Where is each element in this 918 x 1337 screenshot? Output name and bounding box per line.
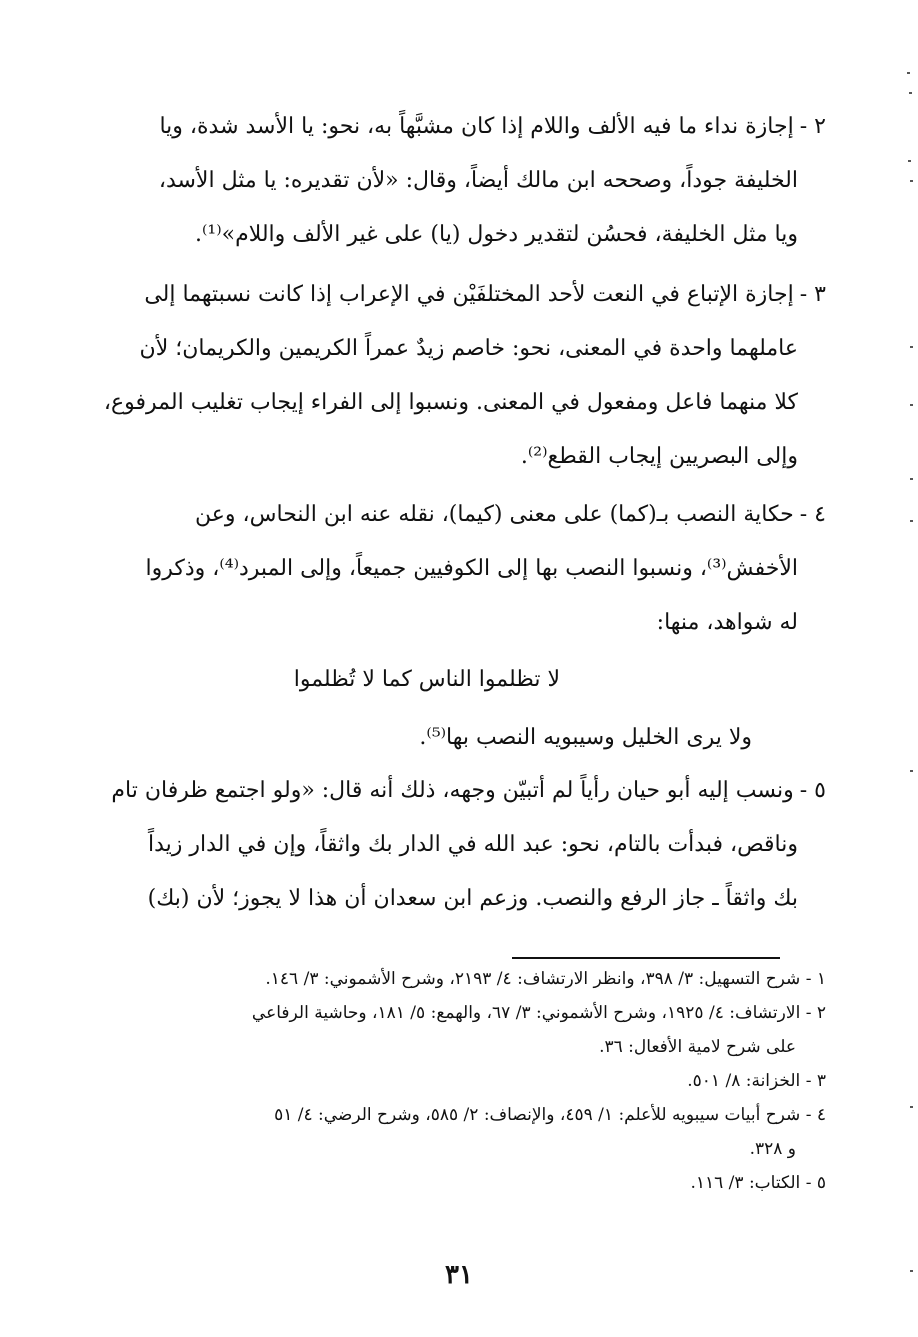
verse-line-2: ولا يرى الخليل وسيبويه النصب بها⁽⁵⁾. bbox=[419, 725, 752, 750]
footnote-text: شرح أبيات سيبويه للأعلم: ١/ ٤٥٩، والإنصاف: ٢/ ٥٨٥، وشرح الرضي: ٤/ ٥١ bbox=[274, 1105, 801, 1125]
item-2-line-2: الخليفة جوداً، وصححه ابن مالك أيضاً، وقال: «لأن تقديره: يا مثل الأسد، bbox=[158, 168, 798, 193]
item-5-line-2: وناقص، فبدأت بالتام، نحو: عبد الله في الدار بك واثقاً، وإن في الدار زيداً bbox=[147, 832, 798, 857]
list-item-4 bbox=[76, 488, 826, 650]
footnote-2 bbox=[76, 996, 826, 1064]
scan-speck bbox=[909, 92, 912, 94]
scan-speck bbox=[910, 478, 913, 480]
scan-speck bbox=[910, 520, 913, 522]
scan-speck bbox=[907, 72, 910, 74]
footnote-continuation: و ٣٢٨. bbox=[749, 1139, 796, 1159]
footnote-text: الكتاب: ٣/ ١١٦. bbox=[690, 1173, 801, 1193]
verse-line-1: لا تظلموا الناس كما لا تُظلموا bbox=[293, 667, 560, 692]
item-5-line-1 bbox=[76, 764, 826, 818]
item-text: ونسب إليه أبو حيان رأياً لم أتبيّن وجهه، ذلك أنه قال: «ولو اجتمع ظرفان تام bbox=[111, 778, 794, 803]
footnote-divider bbox=[512, 957, 780, 959]
footnote-number: ٤ - bbox=[805, 1105, 826, 1125]
scan-speck bbox=[910, 770, 913, 772]
footnote-number: ٥ - bbox=[805, 1173, 826, 1193]
footnote-text: الارتشاف: ٤/ ١٩٢٥، وشرح الأشموني: ٣/ ٦٧، والهمع: ٥/ ١٨١، وحاشية الرفاعي bbox=[251, 1003, 801, 1023]
item-3-line-4: وإلى البصريين إيجاب القطع⁽²⁾. bbox=[520, 444, 798, 469]
scan-speck bbox=[910, 1106, 913, 1108]
item-2-line-3: ويا مثل الخليفة، فحسُن لتقدير دخول (يا) على غير الألف واللام»⁽¹⁾. bbox=[195, 222, 798, 247]
item-4-line-3: له شواهد، منها: bbox=[656, 610, 798, 635]
footnote-continuation: على شرح لامية الأفعال: ٣٦. bbox=[599, 1037, 796, 1057]
footnote-text: شرح التسهيل: ٣/ ٣٩٨، وانظر الارتشاف: ٤/ ٢١٩٣، وشرح الأشموني: ٣/ ١٤٦. bbox=[265, 969, 801, 989]
footnote-text: الخزانة: ٨/ ٥٠١. bbox=[687, 1071, 801, 1091]
footnote-number: ٢ - bbox=[805, 1003, 826, 1023]
list-item-3 bbox=[76, 268, 826, 484]
scan-speck bbox=[910, 1270, 913, 1272]
item-4-line-1 bbox=[76, 488, 826, 542]
item-number: ٢ - bbox=[799, 114, 826, 139]
item-5-line-3: بك واثقاً ـ جاز الرفع والنصب. وزعم ابن سعدان أن هذا لا يجوز؛ لأن (بك) bbox=[147, 886, 798, 911]
scan-speck bbox=[910, 180, 913, 182]
page-number: ٣١ bbox=[445, 1260, 473, 1290]
item-number: ٥ - bbox=[799, 778, 826, 803]
item-number: ٣ - bbox=[799, 282, 826, 307]
item-2-line-1 bbox=[76, 100, 826, 154]
list-item-2 bbox=[76, 100, 826, 262]
item-text: إجازة الإتباع في النعت لأحد المختلفَيْن في الإعراب إذا كانت نسبتهما إلى bbox=[144, 282, 794, 307]
footnotes bbox=[76, 962, 826, 1200]
item-3-line-1 bbox=[76, 268, 826, 322]
scan-speck bbox=[910, 346, 913, 348]
footnote-number: ١ - bbox=[805, 969, 826, 989]
footnote-5 bbox=[76, 1166, 826, 1200]
footnote-number: ٣ - bbox=[805, 1071, 826, 1091]
item-text: حكاية النصب بـ(كما) على معنى (كيما)، نقله عنه ابن النحاس، وعن bbox=[195, 502, 794, 527]
footnote-1 bbox=[76, 962, 826, 996]
item-3-line-3: كلا منهما فاعل ومفعول في المعنى. ونسبوا إلى الفراء إيجاب تغليب المرفوع، bbox=[103, 390, 798, 415]
item-text: إجازة نداء ما فيه الألف واللام إذا كان مشبَّهاً به، نحو: يا الأسد شدة، ويا bbox=[159, 114, 794, 139]
item-4-line-2: الأخفش⁽³⁾، ونسبوا النصب بها إلى الكوفيين جميعاً، وإلى المبرد⁽⁴⁾، وذكروا bbox=[145, 556, 798, 581]
scan-speck bbox=[910, 404, 913, 406]
list-item-5 bbox=[76, 764, 826, 926]
footnote-4 bbox=[76, 1098, 826, 1166]
footnote-3 bbox=[76, 1064, 826, 1098]
scan-speck bbox=[908, 160, 911, 162]
item-3-line-2: عاملهما واحدة في المعنى، نحو: خاصم زيدٌ عمراً الكريمين والكريمان؛ لأن bbox=[139, 336, 798, 361]
item-number: ٤ - bbox=[799, 502, 826, 527]
